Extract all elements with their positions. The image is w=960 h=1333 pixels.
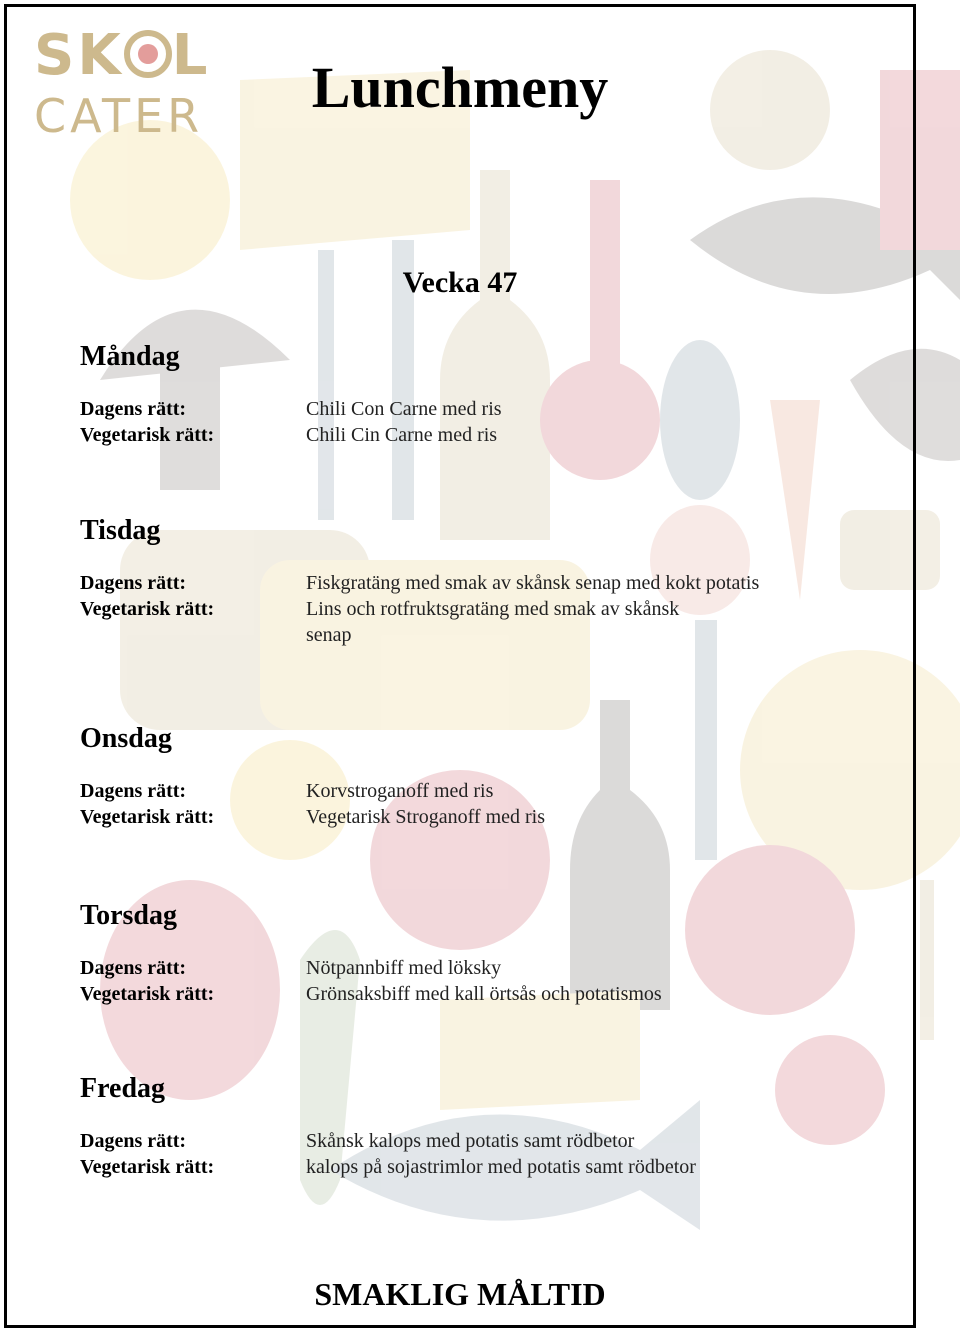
page-title: Lunchmeny (311, 55, 609, 120)
veg-dish-label: Vegetarisk rätt: (80, 1156, 215, 1178)
day-name: Tisdag (80, 515, 161, 546)
main-dish-row (80, 955, 840, 981)
day-name: Onsdag (80, 723, 172, 754)
main-dish-label: Dagens rätt: (80, 572, 187, 594)
week-heading: Vecka 47 (402, 266, 518, 299)
veg-dish-continued: senap (306, 624, 352, 646)
veg-dish-row (80, 422, 840, 448)
main-dish-row (80, 778, 840, 804)
veg-dish-row (80, 596, 840, 622)
veg-dish-row (80, 1154, 840, 1180)
day-tuesday (80, 514, 840, 648)
veg-dish: Chili Cin Carne med ris (306, 424, 498, 446)
day-name: Fredag (80, 1073, 166, 1104)
veg-dish-label: Vegetarisk rätt: (80, 424, 215, 446)
wheat-icon (920, 880, 934, 1040)
day-monday (80, 340, 840, 448)
veg-dish-row-continued (80, 622, 840, 648)
main-dish-label: Dagens rätt: (80, 1130, 187, 1152)
main-dish: Chili Con Carne med ris (306, 398, 502, 420)
logo-text-sk: SK (34, 23, 124, 88)
footer-greeting: SMAKLIG MÅLTID (314, 1276, 606, 1312)
veg-dish-row (80, 981, 840, 1007)
veg-dish-row (80, 804, 840, 830)
veg-dish: Grönsaksbiff med kall örtsås och potatismos (306, 983, 662, 1005)
main-dish-row (80, 570, 840, 596)
main-dish: Korvstroganoff med ris (306, 780, 494, 802)
main-dish: Fiskgratäng med smak av skånsk senap med kokt potatis (306, 572, 760, 594)
day-wednesday (80, 722, 840, 830)
veg-dish: Lins och rotfruktsgratäng med smak av skånsk (306, 598, 680, 620)
day-friday (80, 1072, 840, 1180)
logo-text-cater: CATER (34, 89, 204, 143)
main-dish-label: Dagens rätt: (80, 398, 187, 420)
main-dish: Skånsk kalops med potatis samt rödbetor (306, 1130, 635, 1152)
main-dish-row (80, 396, 840, 422)
veg-dish: Vegetarisk Stroganoff med ris (306, 806, 546, 828)
veg-dish: kalops på sojastrimlor med potatis samt rödbetor (306, 1156, 696, 1178)
day-name: Torsdag (80, 900, 178, 931)
main-dish-label: Dagens rätt: (80, 957, 187, 979)
main-dish-row (80, 1128, 840, 1154)
logo-text-l: L (171, 23, 211, 88)
veg-dish-label: Vegetarisk rätt: (80, 983, 215, 1005)
day-thursday (80, 899, 840, 1007)
main-dish-label: Dagens rätt: (80, 780, 187, 802)
day-name: Måndag (80, 341, 180, 372)
veg-dish-label: Vegetarisk rätt: (80, 806, 215, 828)
veg-dish-label: Vegetarisk rätt: (80, 598, 215, 620)
main-dish: Nötpannbiff med löksky (306, 957, 502, 979)
